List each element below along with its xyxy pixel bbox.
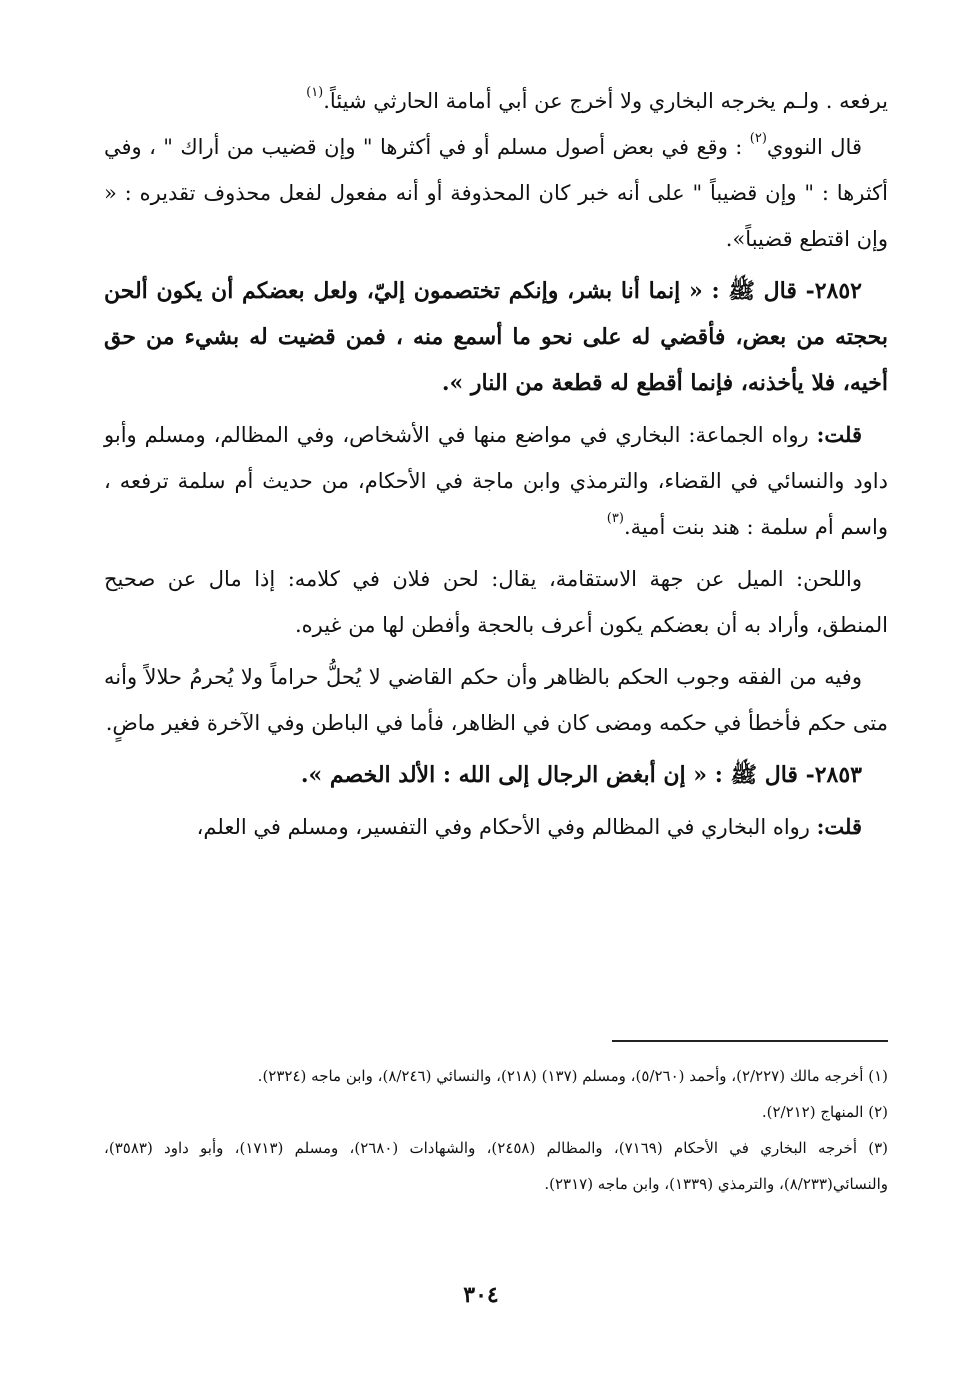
paragraph-text: رواه الجماعة: البخاري في مواضع منها في الأشخاص، وفي المظالم، ومسلم وأبو داود والنسائي في القضاء، والترمذي وابن ماجة في الأحكام، من حديث أم سلمة ترفعه ، واسم أم سلمة : هند بنت أمية. <box>104 423 888 539</box>
page-number: ٣٠٤ <box>463 1282 499 1308</box>
hadith-2853: ٢٨٥٣- قال ﷺ : « إن أبغض الرجال إلى الله : الألد الخصم ». <box>300 762 862 788</box>
footnote-1: (١) أخرجه مالك (٢/٢٢٧)، وأحمد (٥/٢٦٠)، ومسلم (١٣٧) (٢١٨)، والنسائي (٨/٢٤٦)، وابن ماجه (٢٣٢٤). <box>257 1067 888 1085</box>
paragraph-qultu-1 <box>104 412 888 550</box>
paragraph-lahn: واللحن: الميل عن جهة الاستقامة، يقال: لحن فلان في كلامه: إذا مال عن صحيح المنطق، وأراد به أن بعضكم يكون أعرف بالحجة وأفطن لها من غيره. <box>104 567 888 637</box>
main-text <box>104 78 888 856</box>
paragraph-fiqh: وفيه من الفقه وجوب الحكم بالظاهر وأن حكم القاضي لا يُحلُّ حراماً ولا يُحرمُ حلالاً وأنه متى حكم فأخطأ في حكمه ومضى كان في الظاهر، فأما في الباطن وفي الآخرة فغير ماضٍ. <box>104 665 888 735</box>
footnote-divider <box>612 1040 888 1042</box>
paragraph-continuation <box>104 78 888 124</box>
footnote-marker: (١) <box>306 85 324 100</box>
footnote-2: (٢) المنهاج (٢/٢١٢). <box>761 1103 888 1121</box>
paragraph-qultu-2 <box>104 804 888 850</box>
footnotes <box>104 1058 888 1202</box>
footnote-marker: (٢) <box>749 131 767 146</box>
footnote-marker: (٣) <box>606 511 624 526</box>
paragraph-text: قال النووي <box>766 135 862 159</box>
paragraph-text: رواه البخاري في المظالم وفي الأحكام وفي التفسير، ومسلم في العلم، <box>196 815 817 839</box>
hadith-2852: ٢٨٥٢- قال ﷺ : « إنما أنا بشر، وإنكم تختصمون إليّ، ولعل بعضكم أن يكون ألحن بحجته من بعض، فأقضي له على نحو ما أسمع منه ، فمن قضيت له بشيء من حق أخيه، فلا يأخذنه، فإنما أقطع له قطعة من النار ». <box>104 278 888 396</box>
paragraph-text: : وقع في بعض أصول مسلم أو في أكثرها " وإن قضيب من أراك " ، وفي أكثرها : " وإن قضيباً " على أنه خبر كان المحذوفة أو أنه مفعول لفعل محذوف تقديره : « وإن اقتطع قضيباً». <box>104 135 888 251</box>
paragraph-nawawi <box>104 124 888 262</box>
paragraph-lead: قلت: <box>816 814 862 839</box>
paragraph-text: يرفعه . ولـم يخرجه البخاري ولا أخرج عن أبي أمامة الحارثي شيئاً. <box>323 89 888 113</box>
paragraph-lead: قلت: <box>816 422 862 447</box>
footnote-3: (٣) أخرجه البخاري في الأحكام (٧١٦٩)، والمظالم (٢٤٥٨)، والشهادات (٢٦٨٠)، ومسلم (١٧١٣)، وأبو داود (٣٥٨٣)، والنسائي(٨/٢٣٣)، والترمذي (١٣٣٩)، وابن ماجه (٢٣١٧). <box>104 1139 888 1193</box>
